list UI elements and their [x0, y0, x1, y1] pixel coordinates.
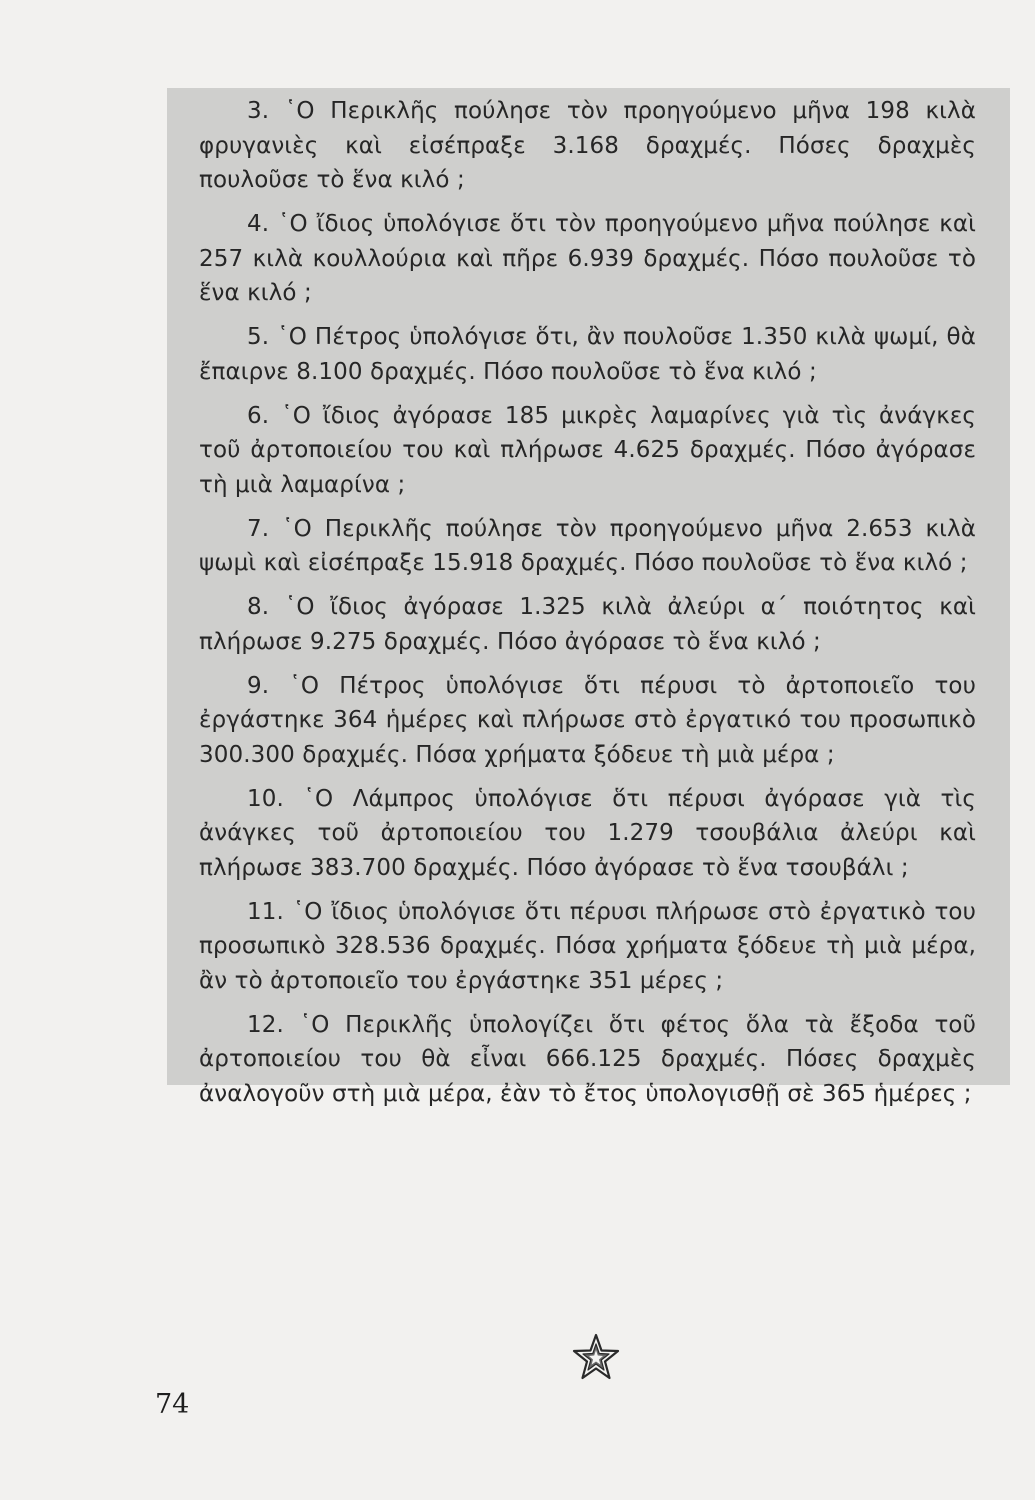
problem-7: 7. ῾Ο Περικλῆς πούλησε τὸν προηγούμενο μῆνα 2.653 κιλὰ ψωμὶ καὶ εἰσέπραξε 15.918 δραχμές. Πόσο πουλοῦσε τὸ ἕνα κιλό ; [199, 515, 976, 576]
problem-3: 3. ῾Ο Περικλῆς πούλησε τὸν προηγούμενο μῆνα 198 κιλὰ φρυγανιὲς καὶ εἰσέπραξε 3.168 δραχμές. Πόσες δραχμὲς πουλοῦσε τὸ ἕνα κιλό ; [199, 98, 976, 193]
problem-12: 12. ῾Ο Περικλῆς ὑπολογίζει ὅτι φέτος ὅλα τὰ ἔξοδα τοῦ ἀρτοποιείου του θὰ εἶναι 666.125 δραχμές. Πόσες δραχμὲς ἀναλογοῦν στὴ μιὰ μέρα, ἐὰν τὸ ἔτος ὑπολογισθῇ σὲ 365 ἡμέρες ; [199, 1011, 976, 1107]
problem-list [199, 94, 976, 1121]
problem-11: 11. ῾Ο ἴδιος ὑπολόγισε ὅτι πέρυσι πλήρωσε στὸ ἐργατικὸ του προσωπικὸ 328.536 δραχμές. Πόσα χρήματα ξόδευε τὴ μιὰ μέρα, ἂν τὸ ἀρτοποιεῖο του ἐργάστηκε 351 μέρες ; [199, 898, 976, 994]
star-ornament-icon [572, 1333, 620, 1381]
problem-6: 6. ῾Ο ἴδιος ἀγόρασε 185 μικρὲς λαμαρίνες γιὰ τὶς ἀνάγκες τοῦ ἀρτοποιείου του καὶ πλήρωσε 4.625 δραχμές. Πόσο ἀγόρασε τὴ μιὰ λαμαρίνα ; [199, 402, 976, 498]
problem-9: 9. ῾Ο Πέτρος ὑπολόγισε ὅτι πέρυσι τὸ ἀρτοποιεῖο του ἐργάστηκε 364 ἡμέρες καὶ πλήρωσε στὸ ἐργατικό του προσωπικὸ 300.300 δραχμές. Πόσα χρήματα ξόδευε τὴ μιὰ μέρα ; [199, 672, 976, 768]
problem-4: 4. ῾Ο ἴδιος ὑπολόγισε ὅτι τὸν προηγούμενο μῆνα πούλησε καὶ 257 κιλὰ κουλλούρια καὶ πῆρε 6.939 δραχμές. Πόσο πουλοῦσε τὸ ἕνα κιλό ; [199, 211, 976, 306]
problem-8: 8. ῾Ο ἴδιος ἀγόρασε 1.325 κιλὰ ἀλεύρι α΄ ποιότητος καὶ πλήρωσε 9.275 δραχμές. Πόσο ἀγόρασε τὸ ἕνα κιλό ; [199, 594, 976, 655]
problem-5: 5. ῾Ο Πέτρος ὑπολόγισε ὅτι, ἂν πουλοῦσε 1.350 κιλὰ ψωμί, θὰ ἔπαιρνε 8.100 δραχμές. Πόσο πουλοῦσε τὸ ἕνα κιλό ; [199, 324, 976, 385]
problem-10: 10. ῾Ο Λάμπρος ὑπολόγισε ὅτι πέρυσι ἀγόρασε γιὰ τὶς ἀνάγκες τοῦ ἀρτοποιείου του 1.279 τσουβάλια ἀλεύρι καὶ πλήρωσε 383.700 δραχμές. Πόσο ἀγόρασε τὸ ἕνα τσουβάλι ; [199, 785, 976, 881]
page-number: 74 [155, 1389, 190, 1420]
